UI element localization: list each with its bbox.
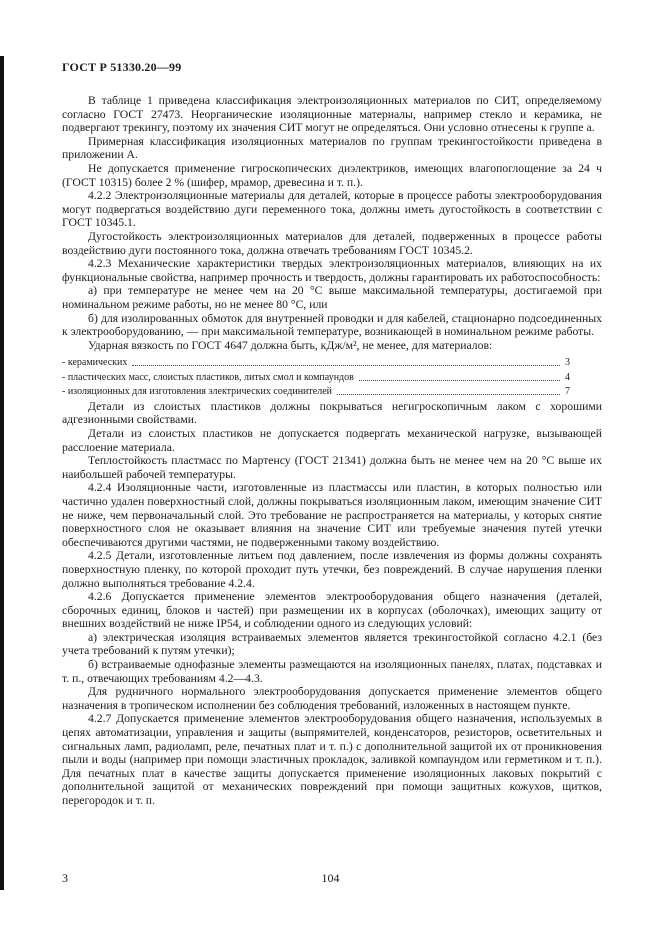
paragraph: Ударная вязкость по ГОСТ 4647 должна быть, кДж/м², не менее, для материалов: xyxy=(88,338,493,352)
paragraph: 4.2.6 Допускается применение элементов электрооборудования общего назначения (деталей, сборочных единиц, блоков и частей) при размещении их в корпусах (оболочках), имеющих защиту от внешних воздействий не ниже IP54, и соблюдении одного из следующих условий: xyxy=(62,590,602,631)
dot-leader xyxy=(132,365,560,366)
paragraph: В таблице 1 приведена классификация электроизоляционных материалов по СИТ, определяемому согласно ГОСТ 27473. Неорганические изоляционные материалы, например стекло и керамика, не подвергают трекингу, поэтому их значения СИТ могут не определяться. Они условно отнесены к группе а. xyxy=(62,94,602,135)
paragraph: Детали из слоистых пластиков не допускается подвергать механической нагрузке, вызывающей расслоение материала. xyxy=(62,426,602,454)
page-number: 3 xyxy=(62,871,68,885)
paragraph: 4.2.3 Механические характеристики твердых электроизоляционных материалов, влияющих на их функциональные свойства, например прочность и твердость, должны гарантировать их работоспособность: xyxy=(62,257,602,284)
list-item-value: 4 xyxy=(565,371,570,383)
document-body xyxy=(62,94,602,808)
document-code: ГОСТ Р 51330.20—99 xyxy=(62,60,182,74)
list-item-value: 3 xyxy=(565,357,570,369)
list-item xyxy=(62,356,602,369)
list-item-value: 7 xyxy=(565,386,570,398)
dot-leader xyxy=(359,380,560,381)
paragraph: 4.2.4 Изоляционные части, изготовленные из пластмассы или пластин, в которых полностью или частично удален поверхностный слой, должны покрываться изоляционным лаком, имеющим значение СИТ не ниже, чем первоначальный слой. Это требование не распространяется на материалы, у которых снятие поверхностного слоя не оказывает влияния на значение СИТ или требуемые значения путей утечки обеспечиваются другими частями, не подверженными такому воздействию. xyxy=(62,481,602,549)
list-item-label: - пластических масс, слоистых пластиков, литых смол и компаундов xyxy=(62,371,354,383)
paragraph: 4.2.7 Допускается применение элементов электрооборудования общего назначения, используемых в цепях автоматизации, управления и защиты (выпрямителей, конденсаторов, резисторов, осветительных и сигнальных ламп, радиоламп, реле, печатных плат и т. п.) с дополнительной защитой их от проникновения пыли и воды (например при помощи эластичных прокладок, заливкой компаундом или герметиком и т. п.). Для печатных плат в качестве защиты допускается применение изоляционных лаковых покрытий с дополнительной защитой от механических повреждений при помощи защитных кожухов, щитков, перегородок и т. п. xyxy=(62,712,602,807)
paragraph: Детали из слоистых пластиков должны покрываться негигроскопичным лаком с хорошими адгезионными свойствами. xyxy=(62,399,602,427)
paragraph: 4.2.2 Электроизоляционные материалы для деталей, которые в процессе работы электрооборудования могут подвергаться воздействию дуги переменного тока, должны иметь дугостойкость в соответствии с ГОСТ 10345.1. xyxy=(62,189,602,230)
list-item xyxy=(62,385,602,398)
sheet-number: 104 xyxy=(321,871,340,885)
paragraph: Дугостойкость электроизоляционных материалов для деталей, подверженных в процессе работы воздействию дуги постоянного тока, должна отвечать требованиям ГОСТ 10345.2. xyxy=(62,229,602,257)
list-item-label: - керамических xyxy=(62,357,128,369)
dot-leader xyxy=(337,394,560,395)
paragraph: б) встраиваемые однофазные элементы размещаются на изоляционных панелях, платах, подставках и т. п., отвечающих требованиям 4.2—4.3. xyxy=(62,658,602,685)
paragraph: б) для изолированных обмоток для внутренней проводки и для кабелей, стационарно подсоединенных к электрооборудованию, — при максимальной температуре, возникающей в номинальном режиме работы. xyxy=(62,311,602,339)
scan-artifact-bar xyxy=(0,56,4,890)
paragraph: 4.2.5 Детали, изготовленные литьем под давлением, после извлечения из формы должны сохранять поверхностную пленку, по которой проходит путь утечки, без повреждений. В случае нарушения пленки должно выполняться требование 4.2.4. xyxy=(62,549,602,590)
paragraph: Примерная классификация изоляционных материалов по группам трекингостойкости приведена в приложении А. xyxy=(62,134,602,162)
paragraph: Теплостойкость пластмасс по Мартенсу (ГОСТ 21341) должна быть не менее чем на 20 °С выше их наибольшей рабочей температуры. xyxy=(62,454,602,481)
paragraph: а) электрическая изоляция встраиваемых элементов является трекингостойкой согласно 4.2.1 (без учета требований к путям утечки); xyxy=(62,630,602,658)
paragraph: Для рудничного нормального электрооборудования допускается применение элементов общего назначения в тропическом исполнении без соблюдения требований, изложенных в настоящем пункте. xyxy=(62,685,602,712)
list-item-label: - изоляционных для изготовления электрических соединителей xyxy=(62,386,332,398)
paragraph: а) при температуре не менее чем на 20 °С выше максимальной температуры, достигаемой при номинальном режиме работы, но не менее 80 °С, или xyxy=(62,284,602,311)
paragraph: Не допускается применение гигроскопических диэлектриков, имеющих влагопоглощение за 24 ч (ГОСТ 10315) более 2 % (шифер, мрамор, древесина и т. п.). xyxy=(62,161,602,189)
list-item xyxy=(62,371,602,384)
